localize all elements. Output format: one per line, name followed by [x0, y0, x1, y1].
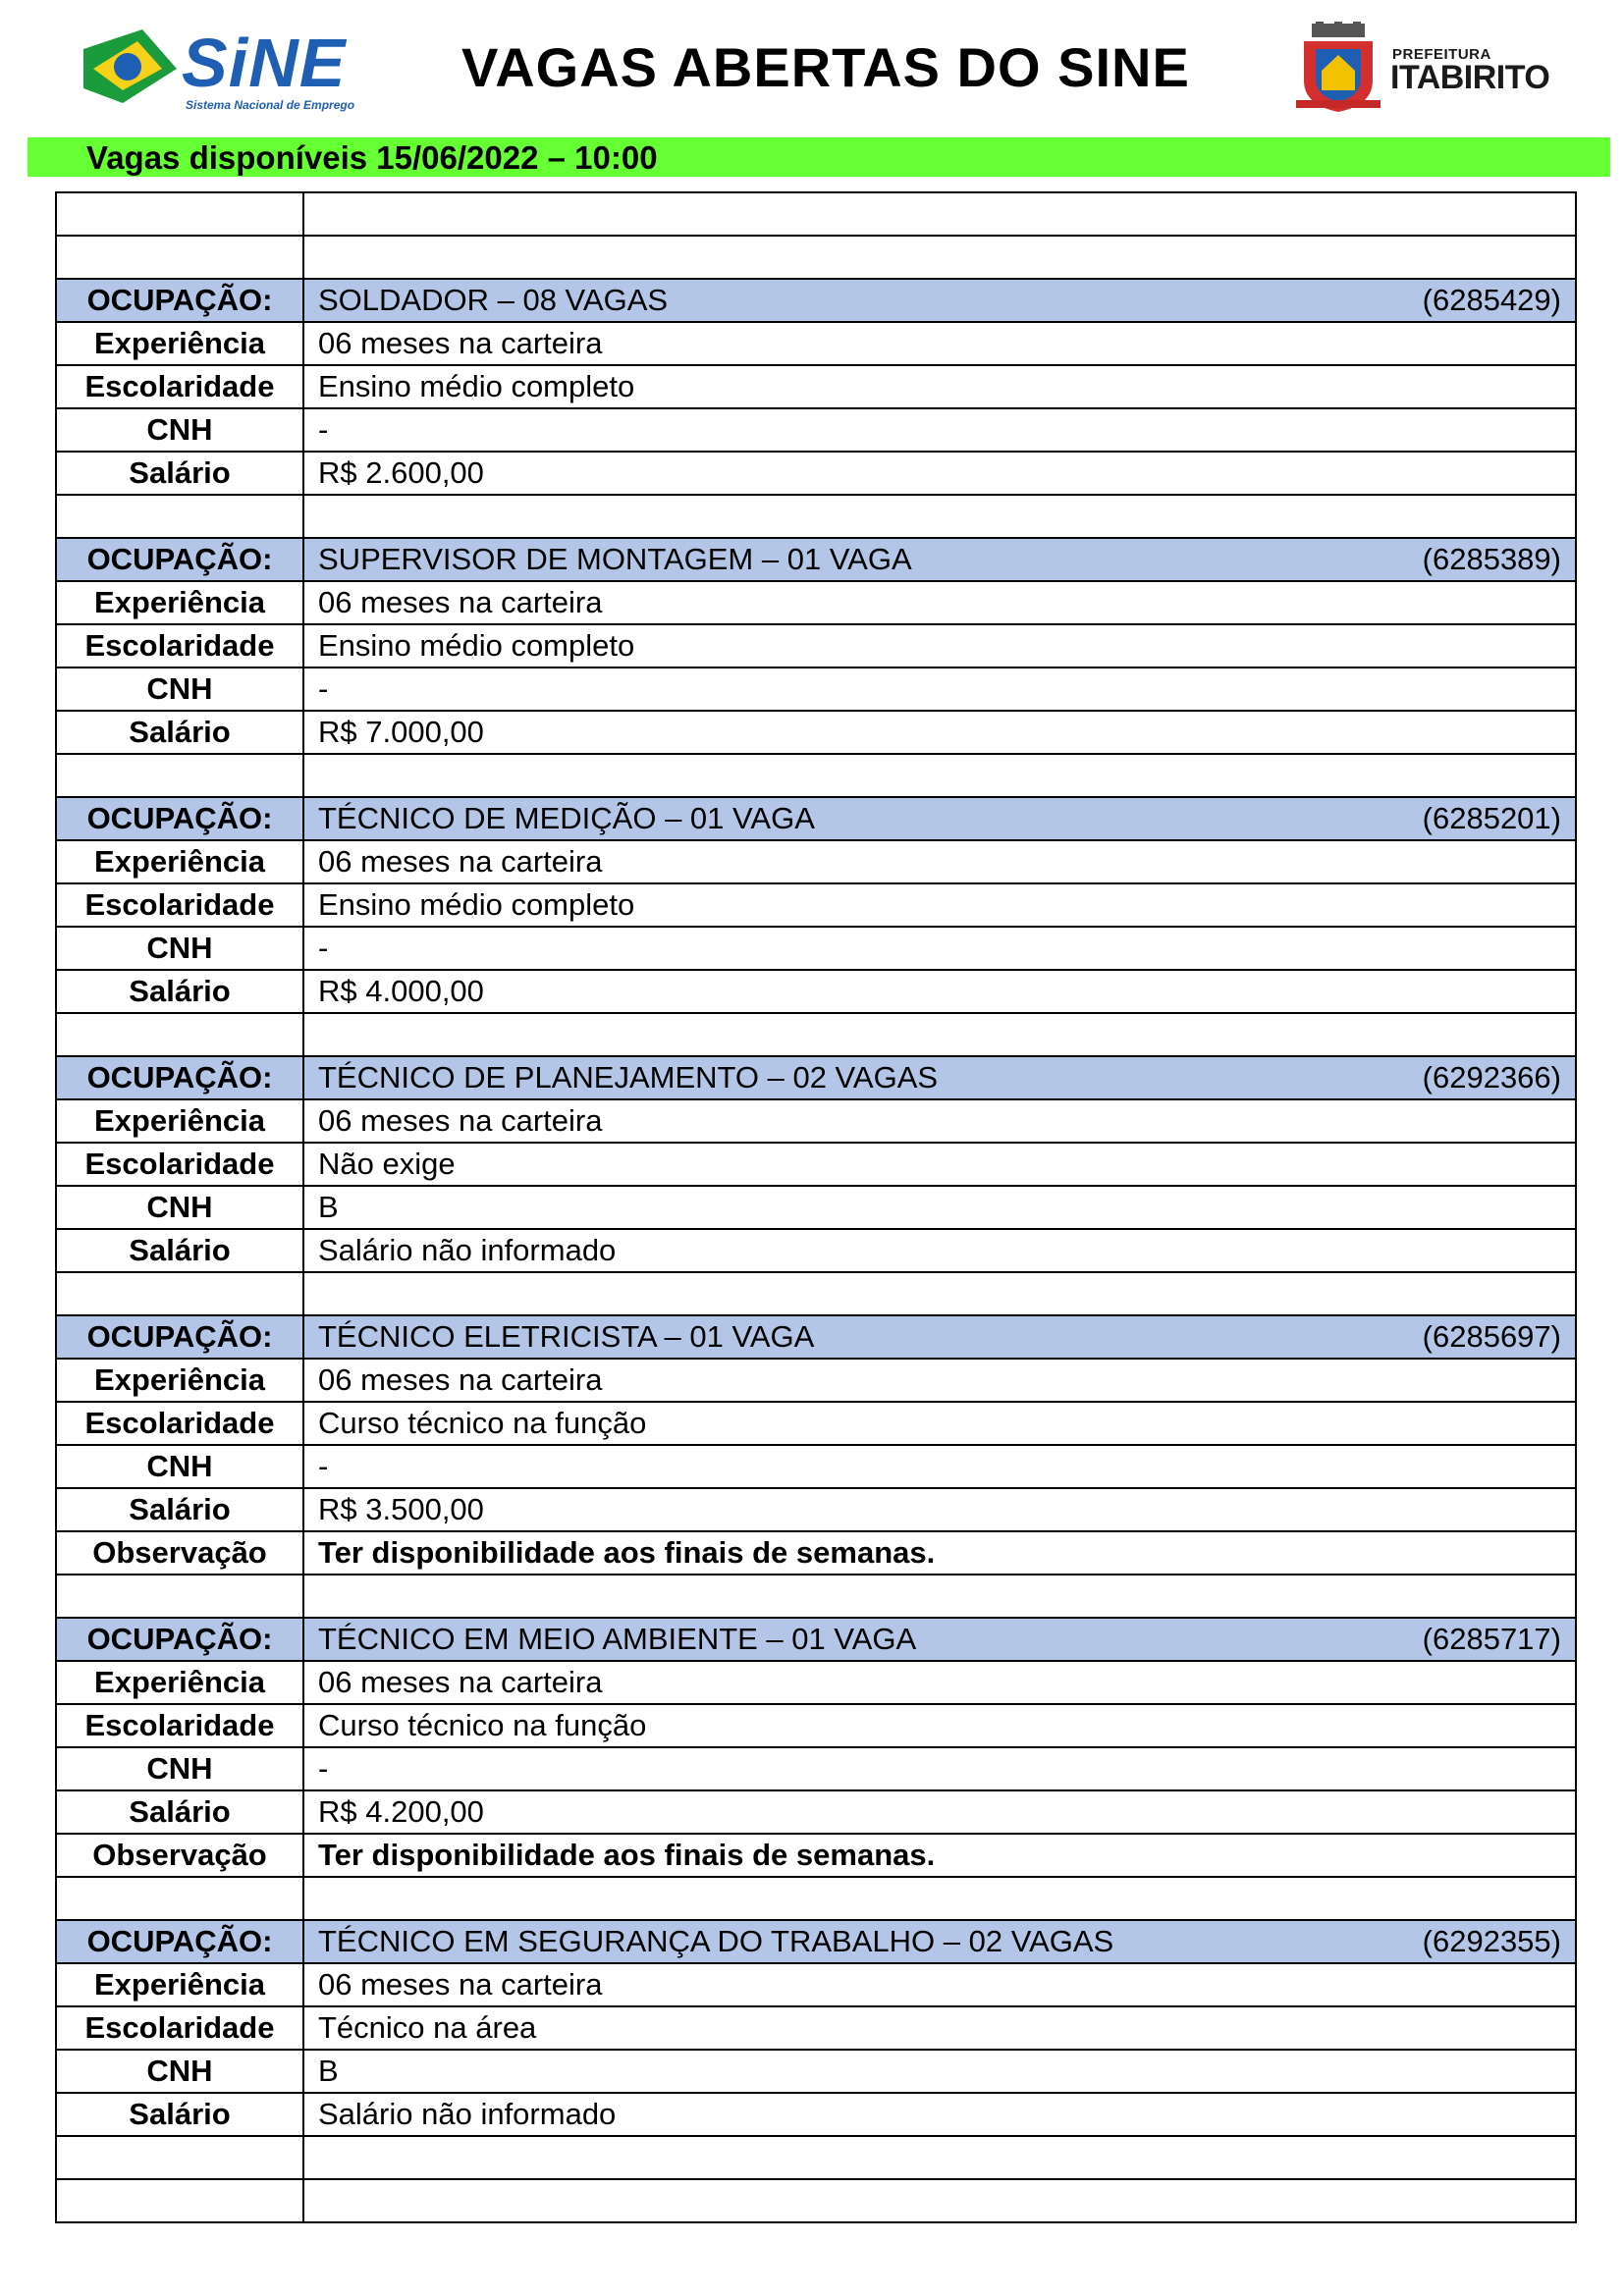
experience-value: 06 meses na carteira [303, 1963, 1576, 2006]
sine-logo [83, 22, 363, 115]
education-label: Escolaridade [56, 883, 303, 927]
prefeitura-city-name: ITABIRITO [1390, 59, 1550, 96]
note-value: Ter disponibilidade aos finais de semanas. [303, 1531, 1576, 1575]
education-row [56, 1143, 1576, 1186]
license-label: CNH [56, 1747, 303, 1790]
occupation-label: OCUPAÇÃO: [56, 279, 303, 322]
salary-value: R$ 2.600,00 [303, 452, 1576, 495]
occupation-label: OCUPAÇÃO: [56, 1618, 303, 1661]
empty-row [56, 236, 1576, 279]
experience-row [56, 1099, 1576, 1143]
occupation-row [56, 279, 1576, 322]
job-code: (6292366) [1422, 1060, 1561, 1095]
salary-value: R$ 3.500,00 [303, 1488, 1576, 1531]
license-row [56, 408, 1576, 452]
empty-row [56, 754, 1576, 797]
education-row [56, 1402, 1576, 1445]
salary-label: Salário [56, 2093, 303, 2136]
occupation-title: TÉCNICO ELETRICISTA – 01 VAGA [318, 1319, 815, 1354]
experience-row [56, 1661, 1576, 1704]
empty-row [56, 2136, 1576, 2179]
salary-row [56, 1229, 1576, 1272]
sine-logo-subtitle: Sistema Nacional de Emprego [186, 98, 355, 112]
education-row [56, 365, 1576, 408]
license-row [56, 667, 1576, 711]
empty-row [56, 1575, 1576, 1618]
sine-logo-word: SiNE [182, 25, 347, 101]
license-row [56, 2050, 1576, 2093]
salary-row [56, 1488, 1576, 1531]
salary-label: Salário [56, 1790, 303, 1834]
license-label: CNH [56, 667, 303, 711]
education-label: Escolaridade [56, 365, 303, 408]
salary-value: R$ 4.200,00 [303, 1790, 1576, 1834]
experience-value: 06 meses na carteira [303, 581, 1576, 624]
license-label: CNH [56, 1445, 303, 1488]
salary-row [56, 452, 1576, 495]
salary-label: Salário [56, 1488, 303, 1531]
license-label: CNH [56, 408, 303, 452]
date-banner-text: Vagas disponíveis 15/06/2022 – 10:00 [86, 139, 658, 176]
occupation-row [56, 538, 1576, 581]
education-value: Curso técnico na função [303, 1704, 1576, 1747]
license-value: - [303, 1445, 1576, 1488]
note-row [56, 1531, 1576, 1575]
license-value: B [303, 2050, 1576, 2093]
license-row [56, 1747, 1576, 1790]
occupation-label: OCUPAÇÃO: [56, 797, 303, 840]
education-row [56, 624, 1576, 667]
education-row [56, 2006, 1576, 2050]
experience-value: 06 meses na carteira [303, 1359, 1576, 1402]
experience-row [56, 1963, 1576, 2006]
occupation-label: OCUPAÇÃO: [56, 1315, 303, 1359]
page-title: VAGAS ABERTAS DO SINE [461, 36, 1190, 98]
note-label: Observação [56, 1834, 303, 1877]
education-value: Ensino médio completo [303, 365, 1576, 408]
occupation-title: SUPERVISOR DE MONTAGEM – 01 VAGA [318, 542, 912, 576]
experience-value: 06 meses na carteira [303, 840, 1576, 883]
license-label: CNH [56, 1186, 303, 1229]
occupation-label: OCUPAÇÃO: [56, 538, 303, 581]
occupation-title: SOLDADOR – 08 VAGAS [318, 283, 669, 317]
experience-value: 06 meses na carteira [303, 1661, 1576, 1704]
empty-row [56, 1272, 1576, 1315]
job-code: (6292355) [1422, 1924, 1561, 1958]
salary-label: Salário [56, 711, 303, 754]
experience-row [56, 1359, 1576, 1402]
experience-row [56, 840, 1576, 883]
note-value: Ter disponibilidade aos finais de semanas. [303, 1834, 1576, 1877]
note-row [56, 1834, 1576, 1877]
page-header [0, 0, 1624, 137]
note-label: Observação [56, 1531, 303, 1575]
license-value: - [303, 667, 1576, 711]
experience-row [56, 581, 1576, 624]
license-row [56, 1445, 1576, 1488]
date-banner [27, 137, 1610, 177]
salary-label: Salário [56, 1229, 303, 1272]
occupation-title: TÉCNICO DE MEDIÇÃO – 01 VAGA [318, 801, 815, 835]
license-value: - [303, 927, 1576, 970]
coat-of-arms-icon [1294, 22, 1382, 115]
education-row [56, 883, 1576, 927]
prefeitura-logo [1294, 22, 1550, 120]
experience-label: Experiência [56, 1661, 303, 1704]
education-value: Curso técnico na função [303, 1402, 1576, 1445]
experience-row [56, 322, 1576, 365]
experience-label: Experiência [56, 581, 303, 624]
education-row [56, 1704, 1576, 1747]
job-code: (6285201) [1422, 801, 1561, 835]
license-value: B [303, 1186, 1576, 1229]
education-value: Ensino médio completo [303, 624, 1576, 667]
occupation-row [56, 1920, 1576, 1963]
education-label: Escolaridade [56, 1704, 303, 1747]
salary-value: Salário não informado [303, 1229, 1576, 1272]
occupation-label: OCUPAÇÃO: [56, 1920, 303, 1963]
empty-row [56, 495, 1576, 538]
education-label: Escolaridade [56, 624, 303, 667]
salary-label: Salário [56, 452, 303, 495]
education-value: Ensino médio completo [303, 883, 1576, 927]
experience-label: Experiência [56, 1359, 303, 1402]
education-label: Escolaridade [56, 1402, 303, 1445]
experience-value: 06 meses na carteira [303, 322, 1576, 365]
occupation-label: OCUPAÇÃO: [56, 1056, 303, 1099]
job-code: (6285429) [1422, 283, 1561, 317]
salary-value: R$ 4.000,00 [303, 970, 1576, 1013]
license-label: CNH [56, 927, 303, 970]
license-row [56, 927, 1576, 970]
salary-value: Salário não informado [303, 2093, 1576, 2136]
job-vacancies-table [55, 191, 1577, 2223]
empty-row [56, 1013, 1576, 1056]
salary-label: Salário [56, 970, 303, 1013]
experience-label: Experiência [56, 322, 303, 365]
experience-value: 06 meses na carteira [303, 1099, 1576, 1143]
experience-label: Experiência [56, 1963, 303, 2006]
experience-label: Experiência [56, 840, 303, 883]
education-label: Escolaridade [56, 2006, 303, 2050]
occupation-title: TÉCNICO DE PLANEJAMENTO – 02 VAGAS [318, 1060, 939, 1095]
salary-row [56, 2093, 1576, 2136]
occupation-row [56, 1618, 1576, 1661]
occupation-row [56, 797, 1576, 840]
empty-row [56, 1877, 1576, 1920]
job-code: (6285717) [1422, 1622, 1561, 1656]
prefeitura-label: PREFEITURA [1392, 46, 1491, 63]
license-label: CNH [56, 2050, 303, 2093]
empty-row [56, 192, 1576, 236]
license-row [56, 1186, 1576, 1229]
occupation-title: TÉCNICO EM SEGURANÇA DO TRABALHO – 02 VAGAS [318, 1924, 1114, 1958]
job-code: (6285697) [1422, 1319, 1561, 1354]
salary-row [56, 711, 1576, 754]
occupation-title: TÉCNICO EM MEIO AMBIENTE – 01 VAGA [318, 1622, 917, 1656]
salary-row [56, 1790, 1576, 1834]
education-value: Não exige [303, 1143, 1576, 1186]
brazil-flag-icon [83, 29, 182, 108]
license-value: - [303, 408, 1576, 452]
education-value: Técnico na área [303, 2006, 1576, 2050]
salary-row [56, 970, 1576, 1013]
occupation-row [56, 1056, 1576, 1099]
empty-row [56, 2179, 1576, 2222]
occupation-row [56, 1315, 1576, 1359]
license-value: - [303, 1747, 1576, 1790]
education-label: Escolaridade [56, 1143, 303, 1186]
job-code: (6285389) [1422, 542, 1561, 576]
experience-label: Experiência [56, 1099, 303, 1143]
salary-value: R$ 7.000,00 [303, 711, 1576, 754]
